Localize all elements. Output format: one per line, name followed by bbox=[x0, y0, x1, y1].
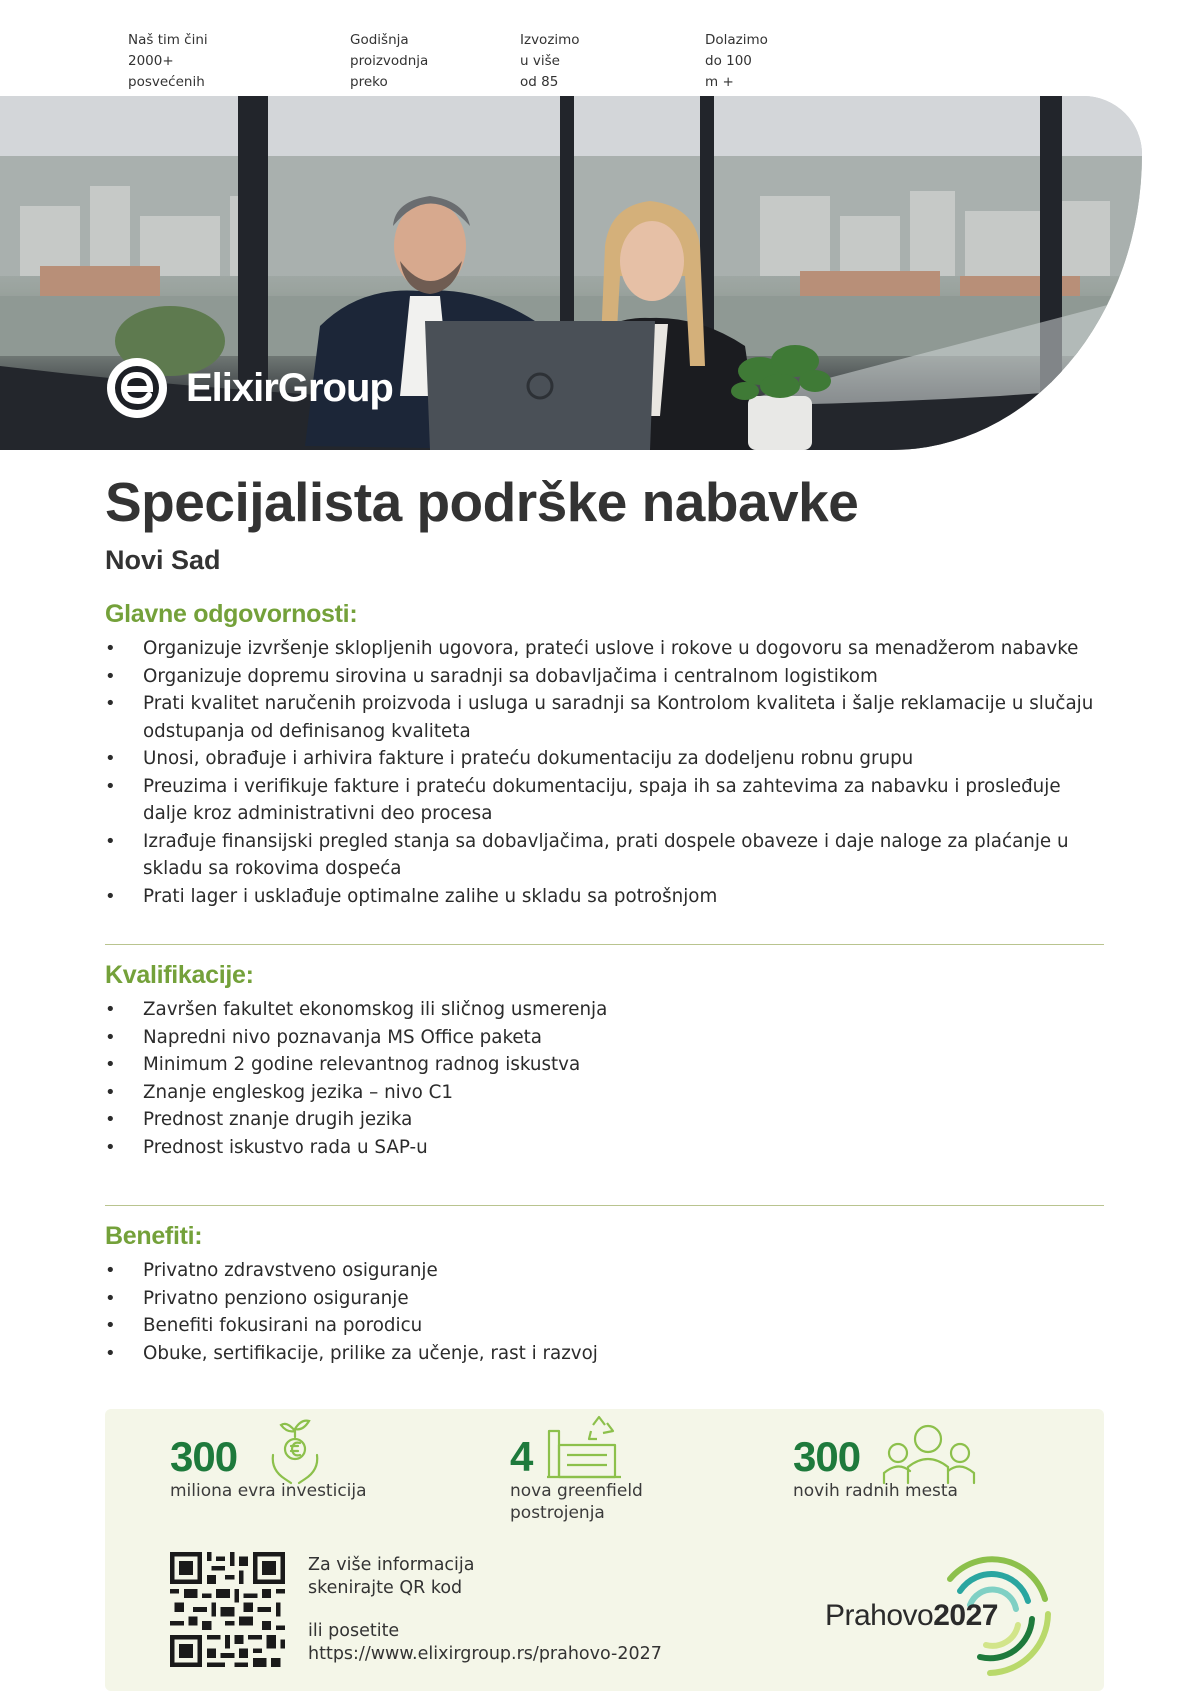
elixir-group-logo bbox=[104, 355, 393, 421]
list-item: • Unosi, obrađuje i arhivira fakture i prateću dokumentaciju za dodeljenu robnu grupu bbox=[105, 745, 1105, 773]
list-item: • Privatno penziono osiguranje bbox=[105, 1285, 1105, 1313]
list-item: • Preuzima i verifikuje fakture i prateću dokumentaciju, spaja ih sa zahtevima za nabavku i prosleđuje dalje kroz administrativni deo procesa bbox=[105, 773, 1105, 828]
stat-line: Izvozimo u više od 85 bbox=[520, 32, 580, 90]
kpi-description: nova greenfield bbox=[510, 1481, 643, 1501]
list-item: • Prati lager i usklađuje optimalne zalihe u skladu sa potrošnjom bbox=[105, 883, 1105, 911]
list-item: • Obuke, sertifikacije, prilike za učenje, rast i razvoj bbox=[105, 1340, 1105, 1368]
kpi-value: 300 bbox=[793, 1433, 861, 1480]
qr-text-line: ili posetite bbox=[308, 1621, 400, 1641]
prahovo-info-panel bbox=[105, 1409, 1104, 1691]
website-link[interactable]: https://www.elixirgroup.rs/prahovo-2027 bbox=[308, 1644, 662, 1664]
stat-line: posvećenih bbox=[128, 74, 205, 90]
section-heading: Kvalifikacije: bbox=[105, 961, 254, 989]
qualifications-list bbox=[105, 996, 1105, 1161]
hands-euro-icon bbox=[265, 1415, 325, 1485]
kpi-description: miliona evra investicija bbox=[170, 1481, 367, 1501]
qr-instructions bbox=[308, 1554, 662, 1666]
qualifications-section bbox=[105, 961, 1105, 1161]
brand-name: ElixirGroup bbox=[186, 365, 393, 410]
responsibilities-list bbox=[105, 635, 1105, 910]
list-item: • Minimum 2 godine relevantnog radnog iskustva bbox=[105, 1051, 1105, 1079]
list-item: • Završen fakultet ekonomskog ili sličnog usmerenja bbox=[105, 996, 1105, 1024]
list-item: • Privatno zdravstveno osiguranje bbox=[105, 1257, 1105, 1285]
section-heading: Benefiti: bbox=[105, 1222, 203, 1250]
factory-icon bbox=[545, 1411, 625, 1481]
responsibilities-section bbox=[105, 600, 1105, 910]
benefits-section bbox=[105, 1222, 1105, 1367]
list-item: • Izrađuje finansijski pregled stanja sa dobavljačima, prati dospele obaveze i daje naloge za plaćanje u skladu sa rokovima dospeća bbox=[105, 828, 1105, 883]
benefits-list bbox=[105, 1257, 1105, 1367]
list-item: • Organizuje izvršenje sklopljenih ugovora, prateći uslove i rokove u dogovoru sa menadžerom nabavke bbox=[105, 635, 1105, 663]
job-title: Specijalista podrške nabavke bbox=[105, 471, 859, 533]
list-item: • Znanje engleskog jezika – nivo C1 bbox=[105, 1079, 1105, 1107]
qr-text-line: Za više informacija bbox=[308, 1555, 475, 1575]
divider bbox=[105, 944, 1104, 945]
list-item: • Napredni nivo poznavanja MS Office paketa bbox=[105, 1024, 1105, 1052]
list-item: • Prednost znanje drugih jezika bbox=[105, 1106, 1105, 1134]
divider bbox=[105, 1205, 1104, 1206]
kpi-value: 4 bbox=[510, 1433, 533, 1480]
kpi-value: 300 bbox=[170, 1433, 238, 1480]
job-location: Novi Sad bbox=[105, 545, 221, 575]
list-item: • Prati kvalitet naručenih proizvoda i usluga u saradnji sa Kontrolom kvaliteta i šalje reklamacije u slučaju odstupanja od definisanog kvaliteta bbox=[105, 690, 1105, 745]
list-item: • Benefiti fokusirani na porodicu bbox=[105, 1312, 1105, 1340]
kpi-description: postrojenja bbox=[510, 1503, 605, 1523]
stat-line: Godišnja proizvodnja bbox=[350, 32, 429, 69]
section-heading: Glavne odgovornosti: bbox=[105, 600, 358, 628]
list-item: • Organizuje dopremu sirovina u saradnji sa dobavljačima i centralnom logistikom bbox=[105, 663, 1105, 691]
kpi-description: novih radnih mesta bbox=[793, 1481, 958, 1501]
prahovo-2027-logo bbox=[825, 1549, 1055, 1679]
qr-text-line: skenirajte QR kod bbox=[308, 1578, 463, 1598]
stat-line: Dolazimo do 100 m + bbox=[705, 32, 768, 90]
qr-code-icon[interactable] bbox=[170, 1552, 285, 1667]
people-icon bbox=[880, 1417, 980, 1487]
list-item: • Prednost iskustvo rada u SAP-u bbox=[105, 1134, 1105, 1162]
stat-line: Naš tim čini 2000+ bbox=[128, 32, 208, 69]
prahovo-wordmark bbox=[825, 1599, 998, 1633]
stat-line: preko bbox=[350, 74, 388, 90]
prahovo-year: 2027 bbox=[933, 1599, 998, 1632]
prahovo-name: Prahovo bbox=[825, 1599, 934, 1632]
elixir-e-icon bbox=[104, 355, 170, 421]
